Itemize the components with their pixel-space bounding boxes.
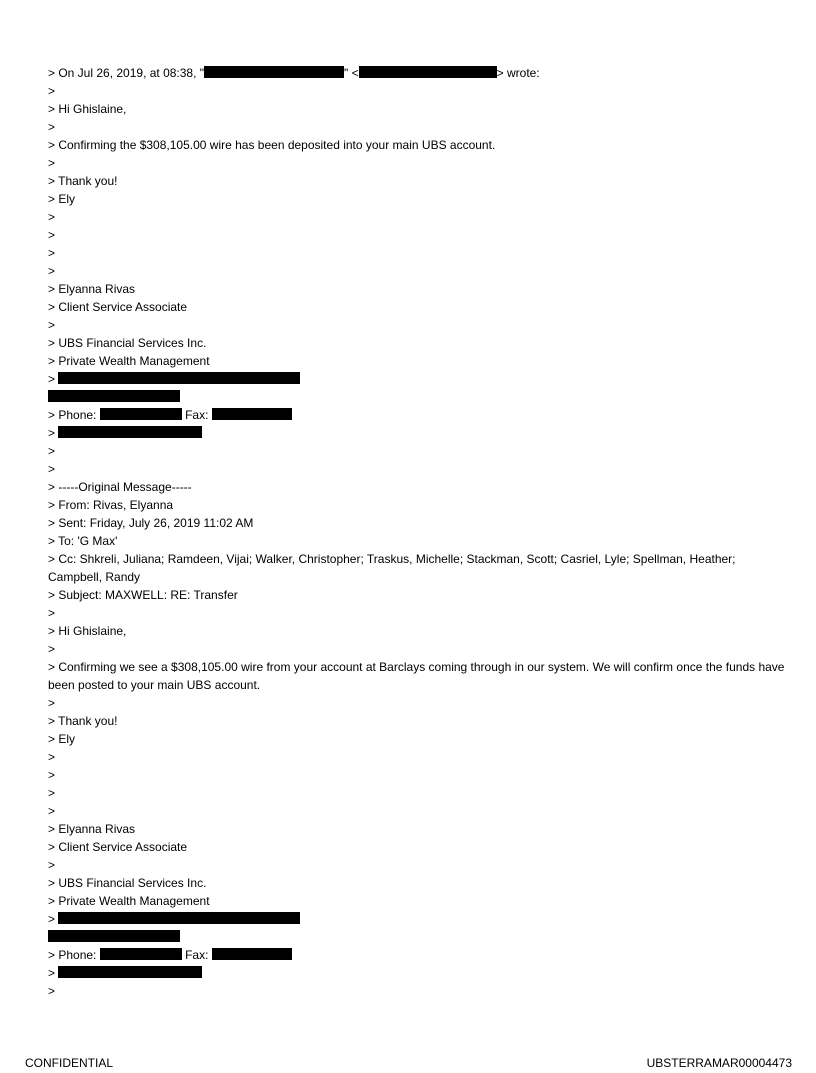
redaction-address <box>58 372 300 384</box>
quote-line: > <box>48 84 56 98</box>
quote-line: > <box>48 318 56 332</box>
quote-line: > <box>48 264 56 278</box>
ely-line: > Ely <box>48 732 76 746</box>
quote-line: > <box>48 642 56 656</box>
quote-line: > <box>48 444 56 458</box>
signature-title: > Client Service Associate <box>48 840 188 854</box>
phone-fax-line: > Phone: Fax: <box>48 406 788 424</box>
thanks-line: > Thank you! <box>48 174 118 188</box>
redaction-email <box>58 966 202 978</box>
redaction-sender-email <box>359 66 497 78</box>
confidential-label: CONFIDENTIAL <box>25 1056 114 1070</box>
quote-line: > <box>48 210 56 224</box>
redacted-address-line-2 <box>48 388 788 406</box>
reply-header-line: > On Jul 26, 2019, at 08:38, " " < > wrote: <box>48 66 540 80</box>
redaction-address <box>58 912 300 924</box>
quote-line: > <box>48 768 56 782</box>
from-line: > From: Rivas, Elyanna <box>48 498 174 512</box>
original-message-header: > -----Original Message----- <box>48 480 192 494</box>
subject-line: > Subject: MAXWELL: RE: Transfer <box>48 588 238 602</box>
quote-line: > <box>48 228 56 242</box>
redaction-email <box>58 426 202 438</box>
quote-line: > <box>48 750 56 764</box>
thanks-line: > Thank you! <box>48 714 118 728</box>
quote-line: > <box>48 786 56 800</box>
signature-division: > Private Wealth Management <box>48 354 210 368</box>
bates-number: UBSTERRAMAR00004473 <box>646 1056 792 1070</box>
quote-line: > <box>48 984 56 998</box>
redaction-address-2 <box>48 390 180 402</box>
to-line: > To: 'G Max' <box>48 534 118 548</box>
redacted-address-line: > <box>48 910 788 928</box>
quote-line: > <box>48 858 56 872</box>
sent-line: > Sent: Friday, July 26, 2019 11:02 AM <box>48 516 254 530</box>
signature-company: > UBS Financial Services Inc. <box>48 876 207 890</box>
redaction-fax <box>212 948 292 960</box>
redacted-email-line: > <box>48 424 788 442</box>
confirm-deposit-line: > Confirming the $308,105.00 wire has been deposited into your main UBS account. <box>48 138 496 152</box>
redacted-address-line-2 <box>48 928 788 946</box>
quote-line: > <box>48 462 56 476</box>
quote-line: > <box>48 804 56 818</box>
quote-line: > <box>48 246 56 260</box>
email-body <box>48 64 788 1000</box>
redaction-phone <box>100 948 182 960</box>
signature-company: > UBS Financial Services Inc. <box>48 336 207 350</box>
confirm-wire-line: > Confirming we see a $308,105.00 wire from your account at Barclays coming through in our system. We will confirm once the funds have been posted to your main UBS account. <box>48 660 785 692</box>
signature-division: > Private Wealth Management <box>48 894 210 908</box>
signature-title: > Client Service Associate <box>48 300 188 314</box>
ely-line: > Ely <box>48 192 76 206</box>
quote-line: > <box>48 156 56 170</box>
quote-line: > <box>48 120 56 134</box>
quote-line: > <box>48 696 56 710</box>
greeting-line: > Hi Ghislaine, <box>48 102 127 116</box>
redaction-sender-name <box>204 66 344 78</box>
quote-line: > <box>48 606 56 620</box>
redaction-phone <box>100 408 182 420</box>
redacted-email-line: > <box>48 964 788 982</box>
redacted-address-line: > <box>48 370 788 388</box>
phone-fax-line: > Phone: Fax: <box>48 946 788 964</box>
cc-line: > Cc: Shkreli, Juliana; Ramdeen, Vijai; Walker, Christopher; Traskus, Michelle; Stackman, Scott; Casriel, Lyle; Spellman, Heather; Campbell, Randy <box>48 552 736 584</box>
greeting-line: > Hi Ghislaine, <box>48 624 127 638</box>
redaction-fax <box>212 408 292 420</box>
redaction-address-2 <box>48 930 180 942</box>
signature-name: > Elyanna Rivas <box>48 822 136 836</box>
signature-name: > Elyanna Rivas <box>48 282 136 296</box>
